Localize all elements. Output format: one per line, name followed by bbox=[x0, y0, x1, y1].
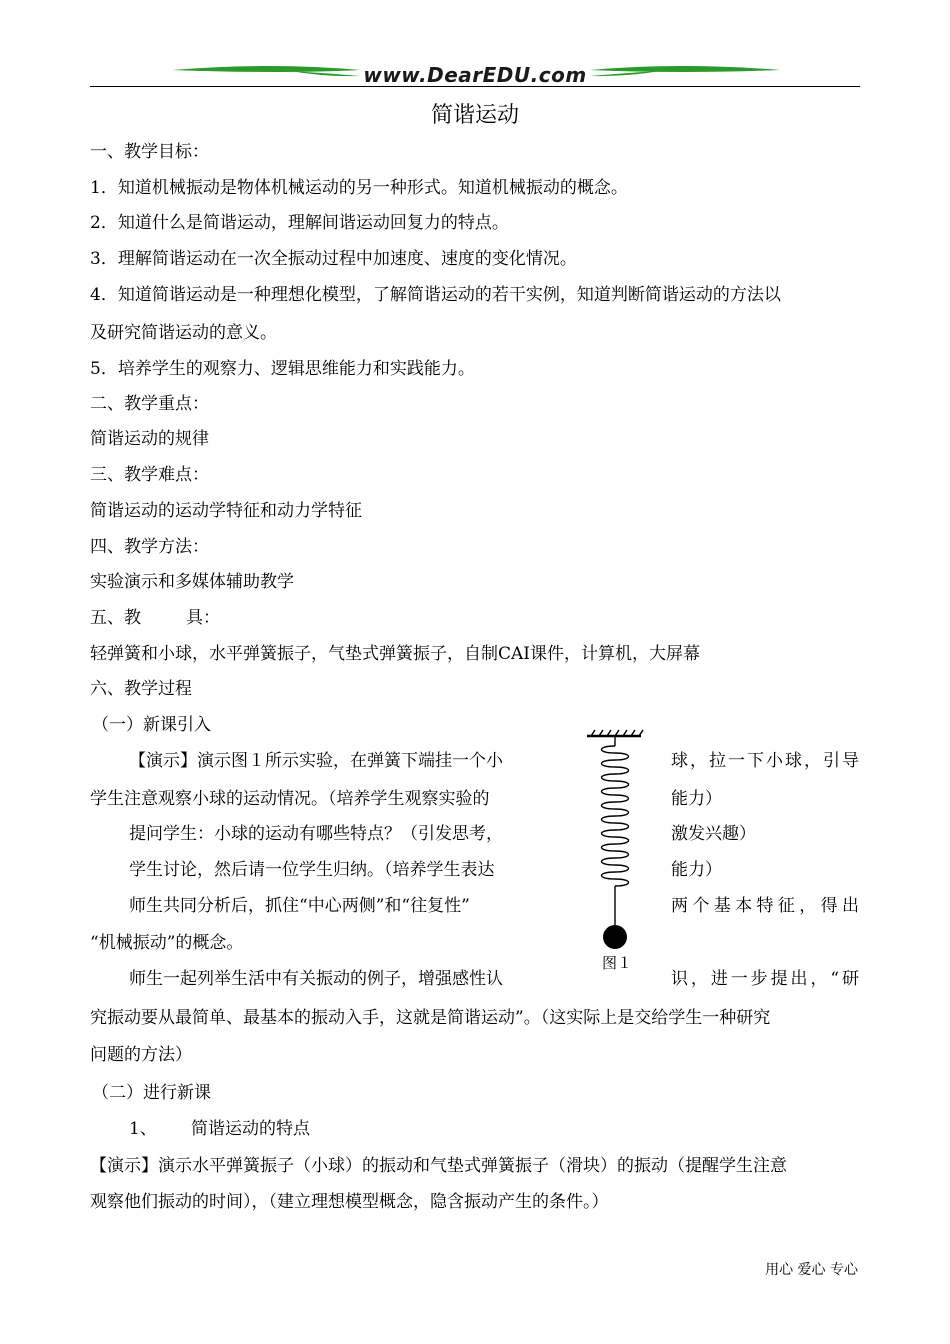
para3-left: 提问学生：小球的运动有哪些特点？（引发思考， bbox=[129, 824, 503, 844]
para7-left: 师生一起列举生活中有关振动的例子，增强感性认 bbox=[129, 969, 503, 989]
section-heading-tools-a: 五、教 bbox=[90, 608, 141, 628]
para2-right: 能力） bbox=[671, 789, 722, 809]
section-heading-difficulties: 三、教学难点： bbox=[90, 465, 209, 485]
para1-right: 球，拉一下小球，引导 bbox=[671, 751, 859, 771]
para6: “机械振动”的概念。 bbox=[90, 933, 244, 953]
ball-icon bbox=[603, 925, 627, 949]
figure-caption: 图１ bbox=[602, 954, 633, 972]
spring-icon bbox=[602, 736, 629, 926]
section-heading-objectives: 一、教学目标： bbox=[90, 142, 209, 162]
tools-body: 轻弹簧和小球，水平弹簧振子，气垫式弹簧振子，自制CAI课件，计算机，大屏幕 bbox=[90, 644, 700, 664]
ceiling-mount-icon bbox=[587, 730, 643, 736]
section-heading-key-points: 二、教学重点： bbox=[90, 394, 209, 414]
para1-left: 【演示】演示图１所示实验，在弹簧下端挂一个小 bbox=[129, 751, 503, 771]
para9: 问题的方法） bbox=[90, 1045, 192, 1065]
footer-motto: 用心 爱心 专心 bbox=[765, 1262, 858, 1278]
methods-body: 实验演示和多媒体辅助教学 bbox=[90, 572, 294, 592]
para3-right: 激发兴趣） bbox=[671, 824, 756, 844]
para4-left: 学生讨论，然后请一位学生归纳。（培养学生表达 bbox=[129, 860, 495, 880]
section-heading-methods: 四、教学方法： bbox=[90, 537, 209, 557]
site-url: www.DearEDU.com bbox=[363, 63, 587, 87]
objective-2: 2．知道什么是简谐运动，理解间谐运动回复力的特点。 bbox=[90, 213, 509, 233]
objective-5: 5．培养学生的观察力、逻辑思维能力和实践能力。 bbox=[90, 359, 475, 379]
para5-left: 师生共同分析后，抓住“中心两侧”和“往复性” bbox=[129, 896, 470, 916]
para7-right: 识，进一步提出，“研 bbox=[671, 969, 859, 989]
objective-1: 1．知道机械振动是物体机械运动的另一种形式。知道机械振动的概念。 bbox=[90, 178, 628, 198]
spring-ball-figure bbox=[585, 726, 655, 976]
page-title: 简谐运动 bbox=[430, 103, 519, 128]
item1-number: 1、 bbox=[129, 1119, 157, 1139]
para2-left: 学生注意观察小球的运动情况。（培养学生观察实验的 bbox=[90, 789, 490, 809]
para11: 观察他们振动的时间），（建立理想模型概念，隐含振动产生的条件。） bbox=[90, 1192, 609, 1212]
objective-3: 3．理解简谐运动在一次全振动过程中加速度、速度的变化情况。 bbox=[90, 249, 577, 269]
subsection-new-lesson: （二）进行新课 bbox=[92, 1083, 211, 1103]
section-heading-process: 六、教学过程 bbox=[90, 679, 192, 699]
item1-title: 简谐运动的特点 bbox=[191, 1119, 310, 1139]
para10: 【演示】演示水平弹簧振子（小球）的振动和气垫式弹簧振子（滑块）的振动（提醒学生注意 bbox=[90, 1156, 787, 1176]
difficulties-body: 简谐运动的运动学特征和动力学特征 bbox=[90, 501, 362, 521]
para5-right: 两个基本特征，得出 bbox=[671, 896, 859, 916]
para4-right: 能力） bbox=[671, 860, 722, 880]
objective-4-line-2: 及研究简谐运动的意义。 bbox=[90, 323, 277, 343]
header-rule bbox=[90, 86, 860, 87]
key-points-body: 简谐运动的规律 bbox=[90, 429, 209, 449]
para8: 究振动要从最简单、最基本的振动入手，这就是简谐运动”。（这实际上是交给学生一种研究 bbox=[90, 1008, 771, 1028]
section-heading-tools-b: 具： bbox=[186, 608, 220, 628]
objective-4-line-1: 4．知道简谐运动是一种理想化模型，了解简谐运动的若干实例，知道判断简谐运动的方法以 bbox=[90, 285, 781, 305]
subsection-intro: （一）新课引入 bbox=[92, 715, 211, 735]
